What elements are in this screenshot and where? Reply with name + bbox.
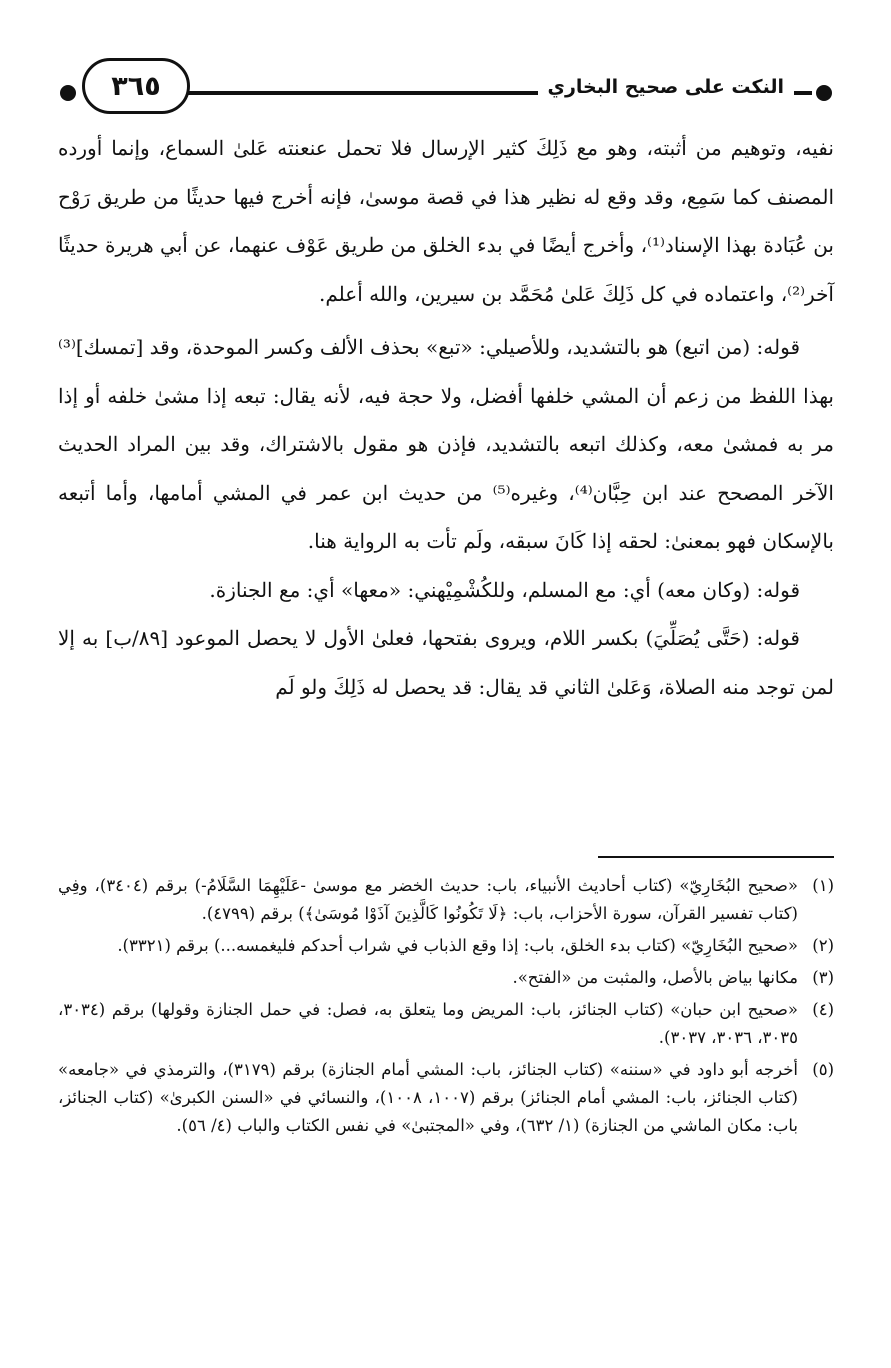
footnotes [58,872,834,1144]
header-ornament-dot-right [816,85,832,101]
footnote-number: (٢) [812,936,834,955]
page-number: ٣٦٥ [82,58,190,114]
footnote-text: مكانها بياض بالأصل، والمثبت من «الفتح». [512,968,798,987]
paragraph-3: قوله: (وكان معه) أي: مع المسلم، وللكُشْمِيْهني: «معها» أي: مع الجنازة. [209,577,800,602]
footnote-number: (٣) [812,968,834,987]
footnote-text: «صحيح البُخَارِيّ» (كتاب بدء الخلق، باب: إذا وقع الذباب في شراب أحدكم فليغمسه...) برقم (٣٣٢١). [117,936,798,955]
footnote-4 [58,996,834,1052]
footnote-3 [58,964,834,992]
footnote-1 [58,872,834,928]
footnote-number: (٥) [812,1060,834,1079]
footnote-text: «صحيح البُخَارِيّ» (كتاب أحاديث الأنبياء، باب: حديث الخضر مع موسىٰ -عَلَيْهِمَا السَّلَامُ-) برقم (٣٤٠٤)، وفِي (كتاب تفسير القرآن، سورة الأحزاب، باب: ﴿لَا تَكُونُوا كَالَّذِينَ آذَوْا مُوسَىٰ﴾) برقم (٤٧٩٩). [58,876,798,923]
page-header [60,58,832,118]
footnote-text: أخرجه أبو داود في «سننه» (كتاب الجنائز، باب: المشي أمام الجنازة) برقم (٣١٧٩)، والترمذي في «جامعه» (كتاب الجنائز، باب: المشي أمام الجنائز) برقم (١٠٠٧، ١٠٠٨)، والنسائي في «السنن الكبرىٰ» (كتاب الجنائز، باب: مكان الماشي من الجنازة) (١/ ٦٣٢)، وفي «المجتبىٰ» في نفس الكتاب والباب (٤/ ٥٦). [58,1060,798,1135]
header-ornament-dot-left [60,85,76,101]
footnote-5 [58,1056,834,1140]
paragraph-2: قوله: (من اتبع) هو بالتشديد، وللأصيلي: «تبع» بحذف الألف وكسر الموحدة، وقد [تمسك]⁽³⁾ بهذا اللفظ من زعم أن المشي خلفها أفضل، ولا حجة فيه، لأنه يقال: تبعه إذا مشىٰ خلفه أو إذا مر به فمشىٰ معه، وكذلك اتبعه بالتشديد، فإذن هو مقول بالاشتراك، وقد بين المراد الحديث الآخر المصحح عند ابن حِبَّان⁽⁴⁾، وغيره⁽⁵⁾ من حديث ابن عمر في المشي أمامها، وأما أتبعه بالإسكان فهو بمعنىٰ: لحقه إذا كَانَ سبقه، ولَم تأت به الرواية هنا. [58,335,834,553]
running-title: النكت على صحيح البخاري [538,72,794,102]
footnote-number: (١) [812,876,834,895]
paragraph-4: قوله: (حَتَّى يُصَلِّيَ) بكسر اللام، ويروى بفتحها، فعلىٰ الأول لا يحصل الموعود [٨٩/ب] به إلا لمن توجد منه الصلاة، وَعَلىٰ الثاني قد يقال: قد يحصل له ذَلِكَ ولو لَم [58,626,834,699]
footnote-separator [598,856,834,858]
footnote-number: (٤) [812,1000,834,1019]
main-text [58,124,834,711]
footnote-2 [58,932,834,960]
footnote-text: «صحيح ابن حبان» (كتاب الجنائز، باب: المريض وما يتعلق به، فصل: في حمل الجنازة وقولها) برقم (٣٠٣٤، ٣٠٣٥، ٣٠٣٦، ٣٠٣٧). [58,1000,798,1047]
paragraph-1: نفيه، وتوهيم من أثبته، وهو مع ذَلِكَ كثير الإرسال فلا تحمل عنعنته عَلىٰ السماع، وإنما أورده المصنف كما سَمِع، وقد وقع له نظير هذا في قصة موسىٰ، فإنه أخرج فيها حديثًا من طريق رَوْح بن عُبَادة بهذا الإسناد⁽¹⁾، وأخرج أيضًا في بدء الخلق من طريق عَوْف عنهما، عن أبي هريرة حديثًا آخر⁽²⁾، واعتماده في كل ذَلِكَ عَلىٰ مُحَمَّد بن سيرين، والله أعلم. [58,136,834,306]
